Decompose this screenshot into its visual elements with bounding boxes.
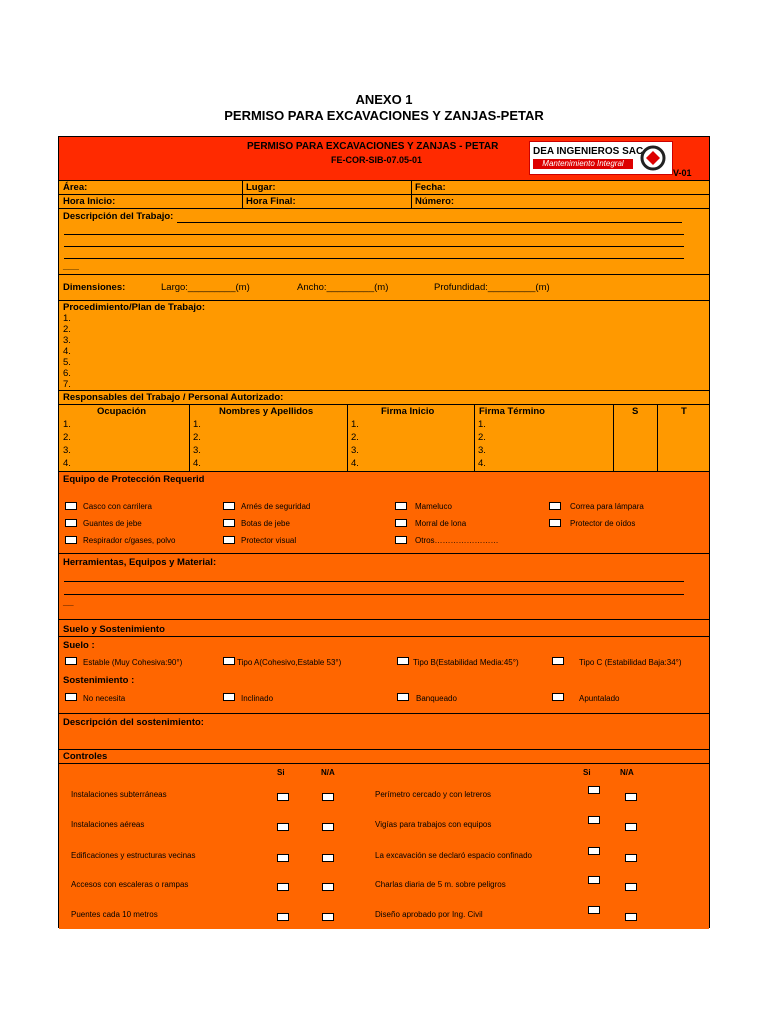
epp-item: Botas de jebe bbox=[241, 519, 290, 528]
row-num: 1. bbox=[351, 419, 359, 430]
descripcion-section[interactable] bbox=[59, 209, 709, 275]
row-num: 4. bbox=[63, 458, 71, 469]
suelo-label: Suelo : bbox=[63, 640, 95, 651]
epp-item: Arnés de seguridad bbox=[241, 502, 311, 511]
checkbox[interactable] bbox=[588, 847, 600, 855]
na-header: N/A bbox=[321, 768, 335, 777]
controles-label: Controles bbox=[63, 751, 108, 762]
na-header: N/A bbox=[620, 768, 634, 777]
row-num: 4. bbox=[478, 458, 486, 469]
area-label[interactable]: Área: bbox=[63, 182, 88, 193]
checkbox[interactable] bbox=[223, 502, 235, 510]
checkbox[interactable] bbox=[65, 519, 77, 527]
checkbox[interactable] bbox=[277, 883, 289, 891]
lugar-label[interactable]: Lugar: bbox=[246, 182, 276, 193]
checkbox[interactable] bbox=[395, 536, 407, 544]
step-1: 1. bbox=[63, 313, 71, 324]
checkbox[interactable] bbox=[588, 876, 600, 884]
checkbox[interactable] bbox=[625, 913, 637, 921]
checkbox[interactable] bbox=[549, 502, 561, 510]
dimensiones-section bbox=[59, 275, 709, 301]
step-4: 4. bbox=[63, 346, 71, 357]
row-num: 3. bbox=[63, 445, 71, 456]
col-firma-inicio: Firma Inicio bbox=[381, 406, 435, 417]
checkbox[interactable] bbox=[552, 693, 564, 701]
epp-item: Correa para lámpara bbox=[570, 502, 644, 511]
checkbox[interactable] bbox=[549, 519, 561, 527]
desc-sostenimiento-label: Descripción del sostenimiento: bbox=[63, 717, 204, 728]
checkbox[interactable] bbox=[277, 793, 289, 801]
checkbox[interactable] bbox=[223, 519, 235, 527]
hora-final-label[interactable]: Hora Final: bbox=[246, 196, 296, 207]
row-num: 2. bbox=[63, 432, 71, 443]
descripcion-label: Descripción del Trabajo: bbox=[63, 211, 174, 222]
checkbox[interactable] bbox=[395, 519, 407, 527]
annex-label: ANEXO 1 bbox=[355, 92, 413, 107]
step-5: 5. bbox=[63, 357, 71, 368]
checkbox[interactable] bbox=[552, 657, 564, 665]
checkbox[interactable] bbox=[397, 693, 409, 701]
epp-item: Mameluco bbox=[415, 502, 452, 511]
checkbox[interactable] bbox=[65, 502, 77, 510]
numero-label[interactable]: Número: bbox=[415, 196, 455, 207]
checkbox[interactable] bbox=[65, 536, 77, 544]
sostenimiento-option: Inclinado bbox=[241, 694, 274, 703]
checkbox[interactable] bbox=[65, 657, 77, 665]
control-item: Instalaciones aéreas bbox=[71, 820, 145, 829]
row-horas bbox=[59, 195, 709, 209]
epp-item: Guantes de jebe bbox=[83, 519, 142, 528]
epp-section bbox=[59, 472, 709, 554]
checkbox[interactable] bbox=[322, 883, 334, 891]
herramientas-label: Herramientas, Equipos y Material: bbox=[63, 557, 217, 568]
col-firma-termino: Firma Término bbox=[479, 406, 545, 417]
desc-sostenimiento-section[interactable] bbox=[59, 714, 709, 750]
checkbox[interactable] bbox=[277, 913, 289, 921]
descripcion-tail: ___ bbox=[63, 261, 79, 272]
responsables-header bbox=[59, 391, 709, 405]
suelo-option: Tipo B(Estabilidad Media:45°) bbox=[413, 658, 519, 667]
checkbox[interactable] bbox=[223, 693, 235, 701]
form-code: FE-COR-SIB-07.05-01 bbox=[331, 155, 423, 165]
col-t: T bbox=[681, 406, 687, 417]
row-num: 1. bbox=[478, 419, 486, 430]
sostenimiento-option: Apuntalado bbox=[579, 694, 620, 703]
row-num: 3. bbox=[478, 445, 486, 456]
epp-item: Protector visual bbox=[241, 536, 297, 545]
control-item: Charlas diaria de 5 m. sobre peligros bbox=[375, 880, 506, 889]
row-num: 2. bbox=[351, 432, 359, 443]
checkbox[interactable] bbox=[397, 657, 409, 665]
permit-form bbox=[58, 136, 710, 928]
control-item: Instalaciones subterráneas bbox=[71, 790, 167, 799]
controles-section bbox=[59, 750, 709, 929]
fecha-label[interactable]: Fecha: bbox=[415, 182, 446, 193]
control-item: Diseño aprobado por Ing. Civil bbox=[375, 910, 483, 919]
profundidad-field[interactable]: Profundidad:_________(m) bbox=[434, 282, 550, 293]
row-num: 1. bbox=[63, 419, 71, 430]
checkbox[interactable] bbox=[322, 913, 334, 921]
checkbox[interactable] bbox=[625, 854, 637, 862]
epp-item: Morral de lona bbox=[415, 519, 467, 528]
checkbox[interactable] bbox=[625, 793, 637, 801]
checkbox[interactable] bbox=[625, 883, 637, 891]
step-2: 2. bbox=[63, 324, 71, 335]
control-item: Accesos con escaleras o rampas bbox=[71, 880, 189, 889]
suelo-option: Tipo C (Estabilidad Baja:34°) bbox=[579, 658, 682, 667]
sostenimiento-option: Banqueado bbox=[416, 694, 457, 703]
row-num: 2. bbox=[193, 432, 201, 443]
checkbox[interactable] bbox=[588, 816, 600, 824]
control-item: Puentes cada 10 metros bbox=[71, 910, 158, 919]
step-6: 6. bbox=[63, 368, 71, 379]
row-num: 4. bbox=[193, 458, 201, 469]
col-s: S bbox=[632, 406, 639, 417]
epp-item: Respirador c/gases, polvo bbox=[83, 536, 176, 545]
si-header: Si bbox=[583, 768, 591, 777]
row-num: 3. bbox=[193, 445, 201, 456]
checkbox[interactable] bbox=[277, 823, 289, 831]
checkbox[interactable] bbox=[277, 854, 289, 862]
checkbox[interactable] bbox=[322, 823, 334, 831]
form-version: V-01 bbox=[673, 168, 692, 178]
procedimiento-section[interactable] bbox=[59, 301, 709, 391]
epp-label: Equipo de Protección Requerid bbox=[63, 474, 205, 485]
epp-item: Otros…………………… bbox=[415, 536, 499, 545]
row-num: 4. bbox=[351, 458, 359, 469]
row-num: 2. bbox=[478, 432, 486, 443]
control-item: Perímetro cercado y con letreros bbox=[375, 790, 492, 799]
responsables-label: Responsables del Trabajo / Personal Autorizado: bbox=[63, 392, 284, 403]
si-header: Si bbox=[277, 768, 285, 777]
checkbox[interactable] bbox=[588, 906, 600, 914]
epp-item: Protector de oídos bbox=[570, 519, 636, 528]
checkbox[interactable] bbox=[322, 854, 334, 862]
herramientas-section[interactable] bbox=[59, 554, 709, 620]
col-ocupacion: Ocupación bbox=[97, 406, 147, 417]
page-title: PERMISO PARA EXCAVACIONES Y ZANJAS-PETAR bbox=[224, 108, 544, 123]
col-nombres: Nombres y Apellidos bbox=[219, 406, 314, 417]
epp-item: Casco con carrilera bbox=[83, 502, 152, 511]
herramientas-tail: __ bbox=[63, 597, 74, 608]
sostenimiento-label: Sostenimiento : bbox=[63, 675, 135, 686]
control-item: La excavación se declaró espacio confinado bbox=[375, 851, 532, 860]
checkbox[interactable] bbox=[223, 536, 235, 544]
step-3: 3. bbox=[63, 335, 71, 346]
step-7: 7. bbox=[63, 379, 71, 390]
logo-name: DEA INGENIEROS SAC bbox=[533, 146, 644, 157]
procedimiento-label: Procedimiento/Plan de Trabajo: bbox=[63, 302, 206, 313]
dimensiones-label: Dimensiones: bbox=[63, 282, 126, 293]
suelo-section bbox=[59, 620, 709, 714]
suelo-option: Estable (Muy Cohesiva:90°) bbox=[83, 658, 183, 667]
row-num: 3. bbox=[351, 445, 359, 456]
checkbox[interactable] bbox=[588, 786, 600, 794]
ancho-field[interactable]: Ancho:_________(m) bbox=[297, 282, 389, 293]
suelo-option: Tipo A(Cohesivo,Estable 53°) bbox=[237, 658, 342, 667]
checkbox[interactable] bbox=[395, 502, 407, 510]
form-header bbox=[59, 137, 709, 181]
responsables-table bbox=[59, 405, 709, 472]
sostenimiento-option: No necesita bbox=[83, 694, 126, 703]
hora-inicio-label[interactable]: Hora Inicio: bbox=[63, 196, 116, 207]
company-logo bbox=[529, 141, 673, 175]
checkbox[interactable] bbox=[625, 823, 637, 831]
suelo-section-label: Suelo y Sostenimiento bbox=[63, 624, 165, 635]
checkbox[interactable] bbox=[322, 793, 334, 801]
checkbox[interactable] bbox=[223, 657, 235, 665]
control-item: Edificaciones y estructuras vecinas bbox=[71, 851, 196, 860]
control-item: Vigías para trabajos con equipos bbox=[375, 820, 492, 829]
largo-field[interactable]: Largo:_________(m) bbox=[161, 282, 250, 293]
checkbox[interactable] bbox=[65, 693, 77, 701]
logo-tagline: Mantenimiento Integral bbox=[533, 159, 633, 169]
form-title: PERMISO PARA EXCAVACIONES Y ZANJAS - PETAR bbox=[247, 141, 499, 152]
row-area bbox=[59, 181, 709, 195]
row-num: 1. bbox=[193, 419, 201, 430]
logo-mark-icon bbox=[638, 144, 668, 172]
